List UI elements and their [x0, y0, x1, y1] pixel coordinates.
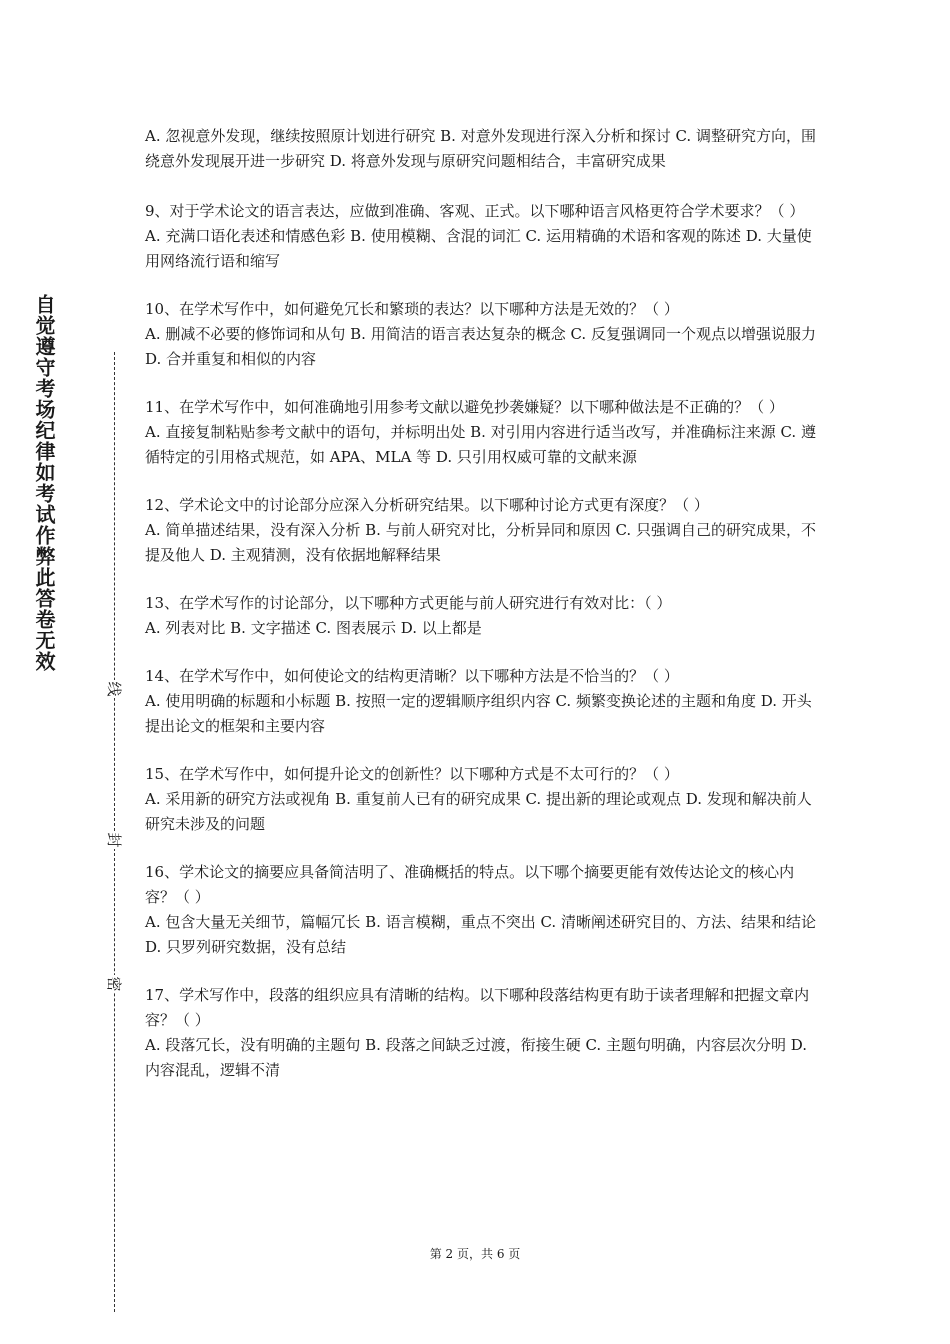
question-stem: 13、在学术写作的讨论部分，以下哪种方式更能与前人研究进行有效对比：（ ） [145, 594, 672, 612]
question-11 [145, 395, 817, 470]
question-10 [145, 297, 817, 372]
question-stem: 16、学术论文的摘要应具备简洁明了、准确概括的特点。以下哪个摘要更能有效传达论文的核心内容？（ ） [145, 863, 795, 906]
question-stem: 14、在学术写作中，如何使论文的结构更清晰？以下哪种方法是不恰当的？（ ） [145, 667, 679, 685]
page-number-footer: 第 2 页，共 6 页 [429, 1247, 521, 1261]
question-stem: 11、在学术写作中，如何准确地引用参考文献以避免抄袭嫌疑？以下哪种做法是不正确的？（ ） [145, 398, 784, 416]
question-stem: 17、学术写作中，段落的组织应具有清晰的结构。以下哪种段落结构更有助于读者理解和把握文章内容？（ ） [145, 986, 810, 1029]
question-options: A. 直接复制粘贴参考文献中的语句，并标明出处 B. 对引用内容进行适当改写，并准确标注来源 C. 遵循特定的引用格式规范，如 APA、MLA 等 D. 只引用权威可靠的文献来源 [145, 423, 816, 466]
question-9 [145, 199, 817, 274]
exam-content [145, 124, 817, 1106]
previous-question-options: A. 忽视意外发现，继续按照原计划进行研究 B. 对意外发现进行深入分析和探讨 C. 调整研究方向，围绕意外发现展开进一步研究 D. 将意外发现与原研究问题相结合，丰富研究成果 [145, 127, 816, 170]
question-stem: 12、学术论文中的讨论部分应深入分析研究结果。以下哪种讨论方式更有深度？（ ） [145, 496, 709, 514]
seal-mark-line: 线 [105, 681, 123, 697]
question-options: A. 采用新的研究方法或视角 B. 重复前人已有的研究成果 C. 提出新的理论或观点 D. 发现和解决前人研究未涉及的问题 [145, 790, 812, 833]
question-options: A. 充满口语化表述和情感色彩 B. 使用模糊、含混的词汇 C. 运用精确的术语和客观的陈述 D. 大量使用网络流行语和缩写 [145, 227, 812, 270]
question-15 [145, 762, 817, 837]
question-options: A. 包含大量无关细节，篇幅冗长 B. 语言模糊，重点不突出 C. 清晰阐述研究目的、方法、结果和结论 D. 只罗列研究数据，没有总结 [145, 913, 816, 956]
question-options: A. 简单描述结果，没有深入分析 B. 与前人研究对比，分析异同和原因 C. 只强调自己的研究成果，不提及他人 D. 主观猜测，没有依据地解释结果 [145, 521, 816, 564]
question-12 [145, 493, 817, 568]
question-17 [145, 983, 817, 1083]
seal-mark-secret: 密 [105, 976, 123, 992]
question-stem: 15、在学术写作中，如何提升论文的创新性？以下哪种方式是不太可行的？（ ） [145, 765, 679, 783]
question-14 [145, 664, 817, 739]
exam-discipline-warning: 自觉遵守考场纪律如考试作弊此答卷无效 [32, 294, 56, 672]
question-stem: 9、对于学术论文的语言表达，应做到准确、客观、正式。以下哪种语言风格更符合学术要求？（ ） [145, 202, 805, 220]
question-options: A. 列表对比 B. 文字描述 C. 图表展示 D. 以上都是 [145, 619, 482, 637]
question-options: A. 删减不必要的修饰词和从句 B. 用简洁的语言表达复杂的概念 C. 反复强调同一个观点以增强说服力 D. 合并重复和相似的内容 [145, 325, 816, 368]
question-options: A. 段落冗长，没有明确的主题句 B. 段落之间缺乏过渡，衔接生硬 C. 主题句明确，内容层次分明 D. 内容混乱，逻辑不清 [145, 1036, 807, 1079]
question-options: A. 使用明确的标题和小标题 B. 按照一定的逻辑顺序组织内容 C. 频繁变换论述的主题和角度 D. 开头提出论文的框架和主要内容 [145, 692, 812, 735]
seal-mark-seal: 封 [105, 832, 123, 848]
question-13 [145, 591, 817, 641]
question-16 [145, 860, 817, 960]
question-stem: 10、在学术写作中，如何避免冗长和繁琐的表达？以下哪种方法是无效的？（ ） [145, 300, 679, 318]
